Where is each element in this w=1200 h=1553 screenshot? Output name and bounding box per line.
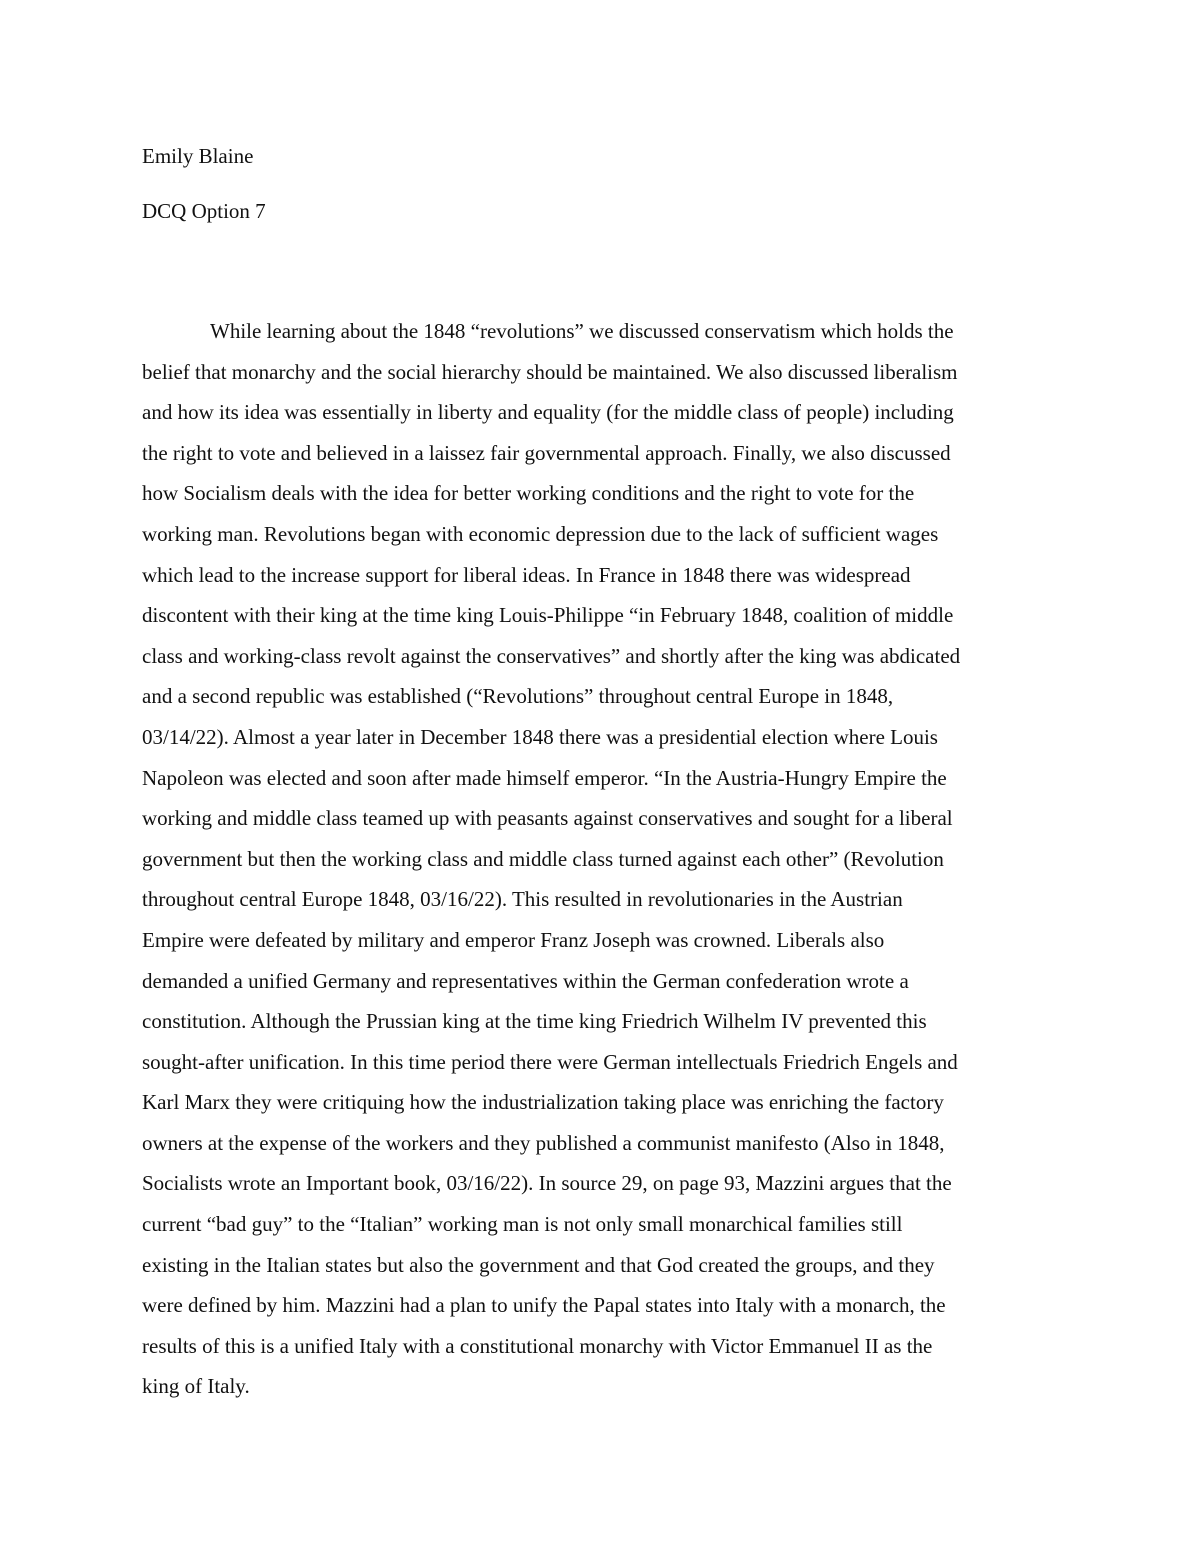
body-line: working man. Revolutions began with economic depression due to the lack of sufficient wages [142, 521, 939, 546]
assignment-title: DCQ Option 7 [142, 199, 266, 223]
body-line: working and middle class teamed up with peasants against conservatives and sought for a liberal [142, 806, 953, 831]
body-line: results of this is a unified Italy with a constitutional monarchy with Victor Emmanuel II as the [142, 1333, 933, 1358]
body-line: belief that monarchy and the social hierarchy should be maintained. We also discussed liberalism [142, 359, 958, 384]
body-line: current “bad guy” to the “Italian” working man is not only small monarchical families still [142, 1212, 903, 1237]
body-line: demanded a unified Germany and representatives within the German confederation wrote a [142, 968, 909, 993]
body-line: government but then the working class and middle class turned against each other” (Revolution [142, 846, 944, 871]
body-line: and a second republic was established (“Revolutions” throughout central Europe in 1848, [142, 684, 894, 709]
body-line: Empire were defeated by military and emperor Franz Joseph was crowned. Liberals also [142, 927, 885, 952]
body-line: class and working-class revolt against the conservatives” and shortly after the king was abdicated [142, 643, 961, 668]
body-line: constitution. Although the Prussian king at the time king Friedrich Wilhelm IV prevented this [142, 1009, 927, 1034]
body-line: king of Italy. [142, 1374, 250, 1399]
body-line: and how its idea was essentially in liberty and equality (for the middle class of people) including [142, 400, 954, 425]
body-line: how Socialism deals with the idea for better working conditions and the right to vote for the [142, 481, 915, 506]
body-line: While learning about the 1848 “revolutions” we discussed conservatism which holds the [210, 319, 954, 343]
body-line: Napoleon was elected and soon after made himself emperor. “In the Austria-Hungry Empire the [142, 765, 947, 790]
body-line: were defined by him. Mazzini had a plan to unify the Papal states into Italy with a monarch, the [142, 1293, 946, 1318]
author-name: Emily Blaine [142, 144, 254, 168]
body-paragraph [142, 311, 960, 1407]
body-line: Socialists wrote an Important book, 03/16/22). In source 29, on page 93, Mazzini argues that the [142, 1171, 952, 1196]
body-line: the right to vote and believed in a laissez fair governmental approach. Finally, we also discussed [142, 440, 951, 465]
body-line: owners at the expense of the workers and they published a communist manifesto (Also in 1848, [142, 1130, 945, 1155]
body-line: sought-after unification. In this time period there were German intellectuals Friedrich Engels and [142, 1049, 958, 1074]
body-line: discontent with their king at the time king Louis-Philippe “in February 1848, coalition of middle [142, 603, 954, 628]
body-line: which lead to the increase support for liberal ideas. In France in 1848 there was widespread [142, 562, 911, 587]
body-line: throughout central Europe 1848, 03/16/22). This resulted in revolutionaries in the Austrian [142, 887, 903, 912]
body-line: 03/14/22). Almost a year later in December 1848 there was a presidential election where Louis [142, 724, 938, 749]
body-line: existing in the Italian states but also the government and that God created the groups, and they [142, 1252, 935, 1277]
body-line: Karl Marx they were critiquing how the industrialization taking place was enriching the factory [142, 1090, 944, 1115]
